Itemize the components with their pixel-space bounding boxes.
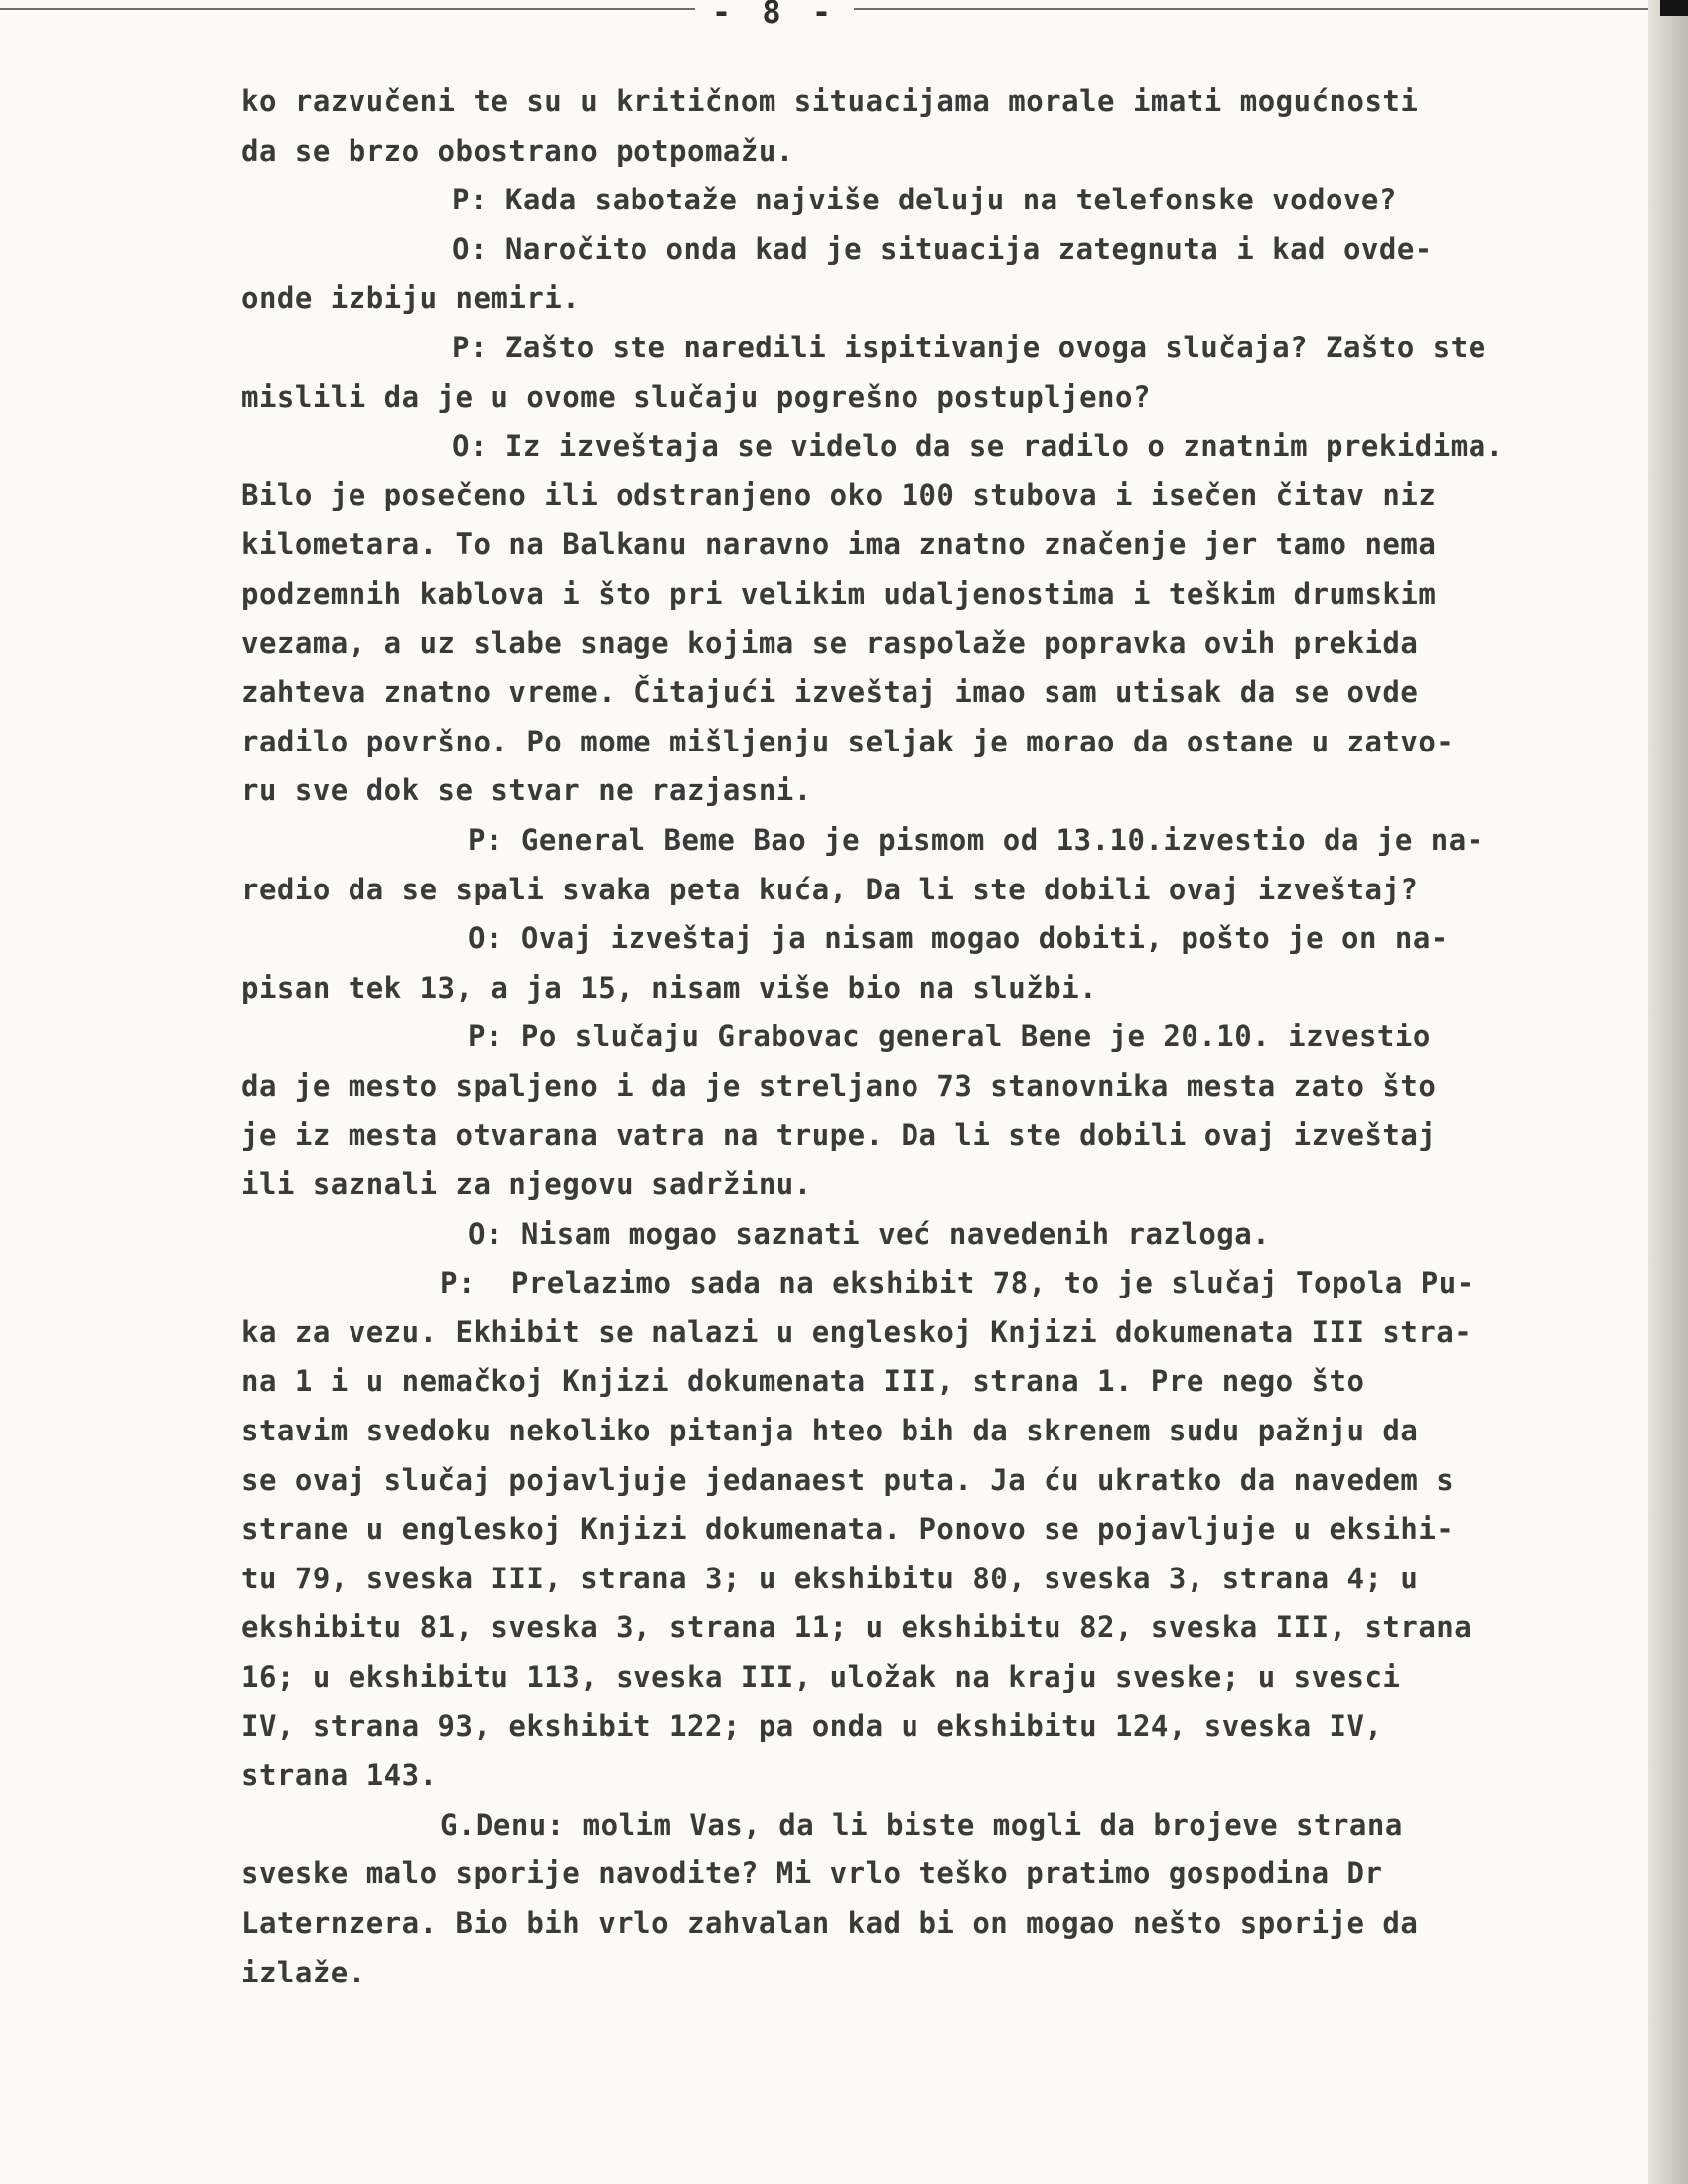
text-line: izlaže.: [241, 1955, 366, 1989]
text-line: je iz mesta otvarana vatra na trupe. Da li ste dobili ovaj izveštaj: [241, 1118, 1437, 1153]
text-line: P: Po slučaju Grabovac general Bene je 20.10. izvestio: [468, 1020, 1431, 1054]
text-line: O: Iz izveštaja se videlo da se radilo o znatnim prekidima.: [452, 429, 1504, 464]
text-line: 16; u ekshibitu 113, sveska III, uložak na kraju sveske; u svesci: [241, 1660, 1401, 1694]
text-line: Laternzera. Bio bih vrlo zahvalan kad bi on mogao nešto sporije da: [241, 1905, 1419, 1940]
text-line: strana 143.: [241, 1758, 438, 1793]
text-line: da se brzo obostrano potpomažu.: [241, 133, 794, 168]
text-line: da je mesto spaljeno i da je streljano 73 stanovnika mesta zato što: [241, 1068, 1437, 1103]
text-line: P: Zašto ste naredili ispitivanje ovoga slučaja? Zašto ste: [452, 330, 1486, 364]
typed-text-body: [241, 77, 1648, 1997]
page-number: - 8 -: [695, 0, 854, 32]
text-line: ru sve dok se stvar ne razjasni.: [241, 773, 812, 808]
text-line: pisan tek 13, a ja 15, nisam više bio na službi.: [241, 970, 1098, 1005]
text-line: O: Ovaj izveštaj ja nisam mogao dobiti, pošto je on na-: [468, 921, 1449, 956]
text-line: ka za vezu. Ekhibit se nalazi u engleskoj Knjizi dokumenata III stra-: [241, 1314, 1473, 1349]
text-line: ekshibitu 81, sveska 3, strana 11; u ekshibitu 82, sveska III, strana: [241, 1610, 1473, 1645]
text-line: G.Denu: molim Vas, da li biste mogli da brojeve strana: [440, 1807, 1403, 1842]
text-line: P: Prelazimo sada na ekshibit 78, to je slučaj Topola Pu-: [440, 1266, 1475, 1300]
text-line: stavim svedoku nekoliko pitanja hteo bih da skrenem sudu pažnju da: [241, 1414, 1419, 1448]
text-line: kilometara. To na Balkanu naravno ima znatno značenje jer tamo nema: [241, 527, 1437, 562]
text-line: vezama, a uz slabe snage kojima se raspolaže popravka ovih prekida: [241, 625, 1419, 660]
text-line: onde izbiju nemiri.: [241, 281, 581, 316]
text-line: radilo površno. Po mome mišljenju seljak je morao da ostane u zatvo-: [241, 724, 1455, 758]
scan-edge-mark: [1660, 0, 1688, 16]
text-line: zahteva znatno vreme. Čitajući izveštaj imao sam utisak da se ovde: [241, 675, 1419, 710]
text-line: tu 79, sveska III, strana 3; u ekshibitu 80, sveska 3, strana 4; u: [241, 1561, 1419, 1595]
text-line: ili saznali za njegovu sadržinu.: [241, 1167, 812, 1202]
text-line: P: Kada sabotaže najviše deluju na telefonske vodove?: [452, 183, 1397, 217]
text-line: ko razvučeni te su u kritičnom situacijama morale imati mogućnosti: [241, 84, 1419, 118]
text-line: mislili da je u ovome slučaju pogrešno postupljeno?: [241, 379, 1151, 414]
text-line: O: Naročito onda kad je situacija zategnuta i kad ovde-: [452, 231, 1433, 266]
text-line: se ovaj slučaj pojavljuje jedanaest puta. Ja ću ukratko da navedem s: [241, 1462, 1455, 1497]
text-line: podzemnih kablova i što pri velikim udaljenostima i teškim drumskim: [241, 576, 1437, 611]
text-line: IV, strana 93, ekshibit 122; pa onda u ekshibitu 124, sveska IV,: [241, 1708, 1383, 1743]
text-line: redio da se spali svaka peta kuća, Da li ste dobili ovaj izveštaj?: [241, 872, 1419, 906]
page-edge-shadow: [1648, 0, 1688, 2184]
text-line: na 1 i u nemačkoj Knjizi dokumenata III, strana 1. Pre nego što: [241, 1364, 1365, 1399]
text-line: sveske malo sporije navodite? Mi vrlo teško pratimo gospodina Dr: [241, 1856, 1383, 1891]
text-line: Bilo je posečeno ili odstranjeno oko 100 stubova i isečen čitav niz: [241, 478, 1437, 512]
text-line: P: General Beme Bao je pismom od 13.10.izvestio da je na-: [468, 822, 1484, 857]
text-line: strane u engleskoj Knjizi dokumenata. Ponovo se pojavljuje u eksihi-: [241, 1512, 1455, 1547]
text-line: O: Nisam mogao saznati već navedenih razloga.: [468, 1216, 1271, 1251]
